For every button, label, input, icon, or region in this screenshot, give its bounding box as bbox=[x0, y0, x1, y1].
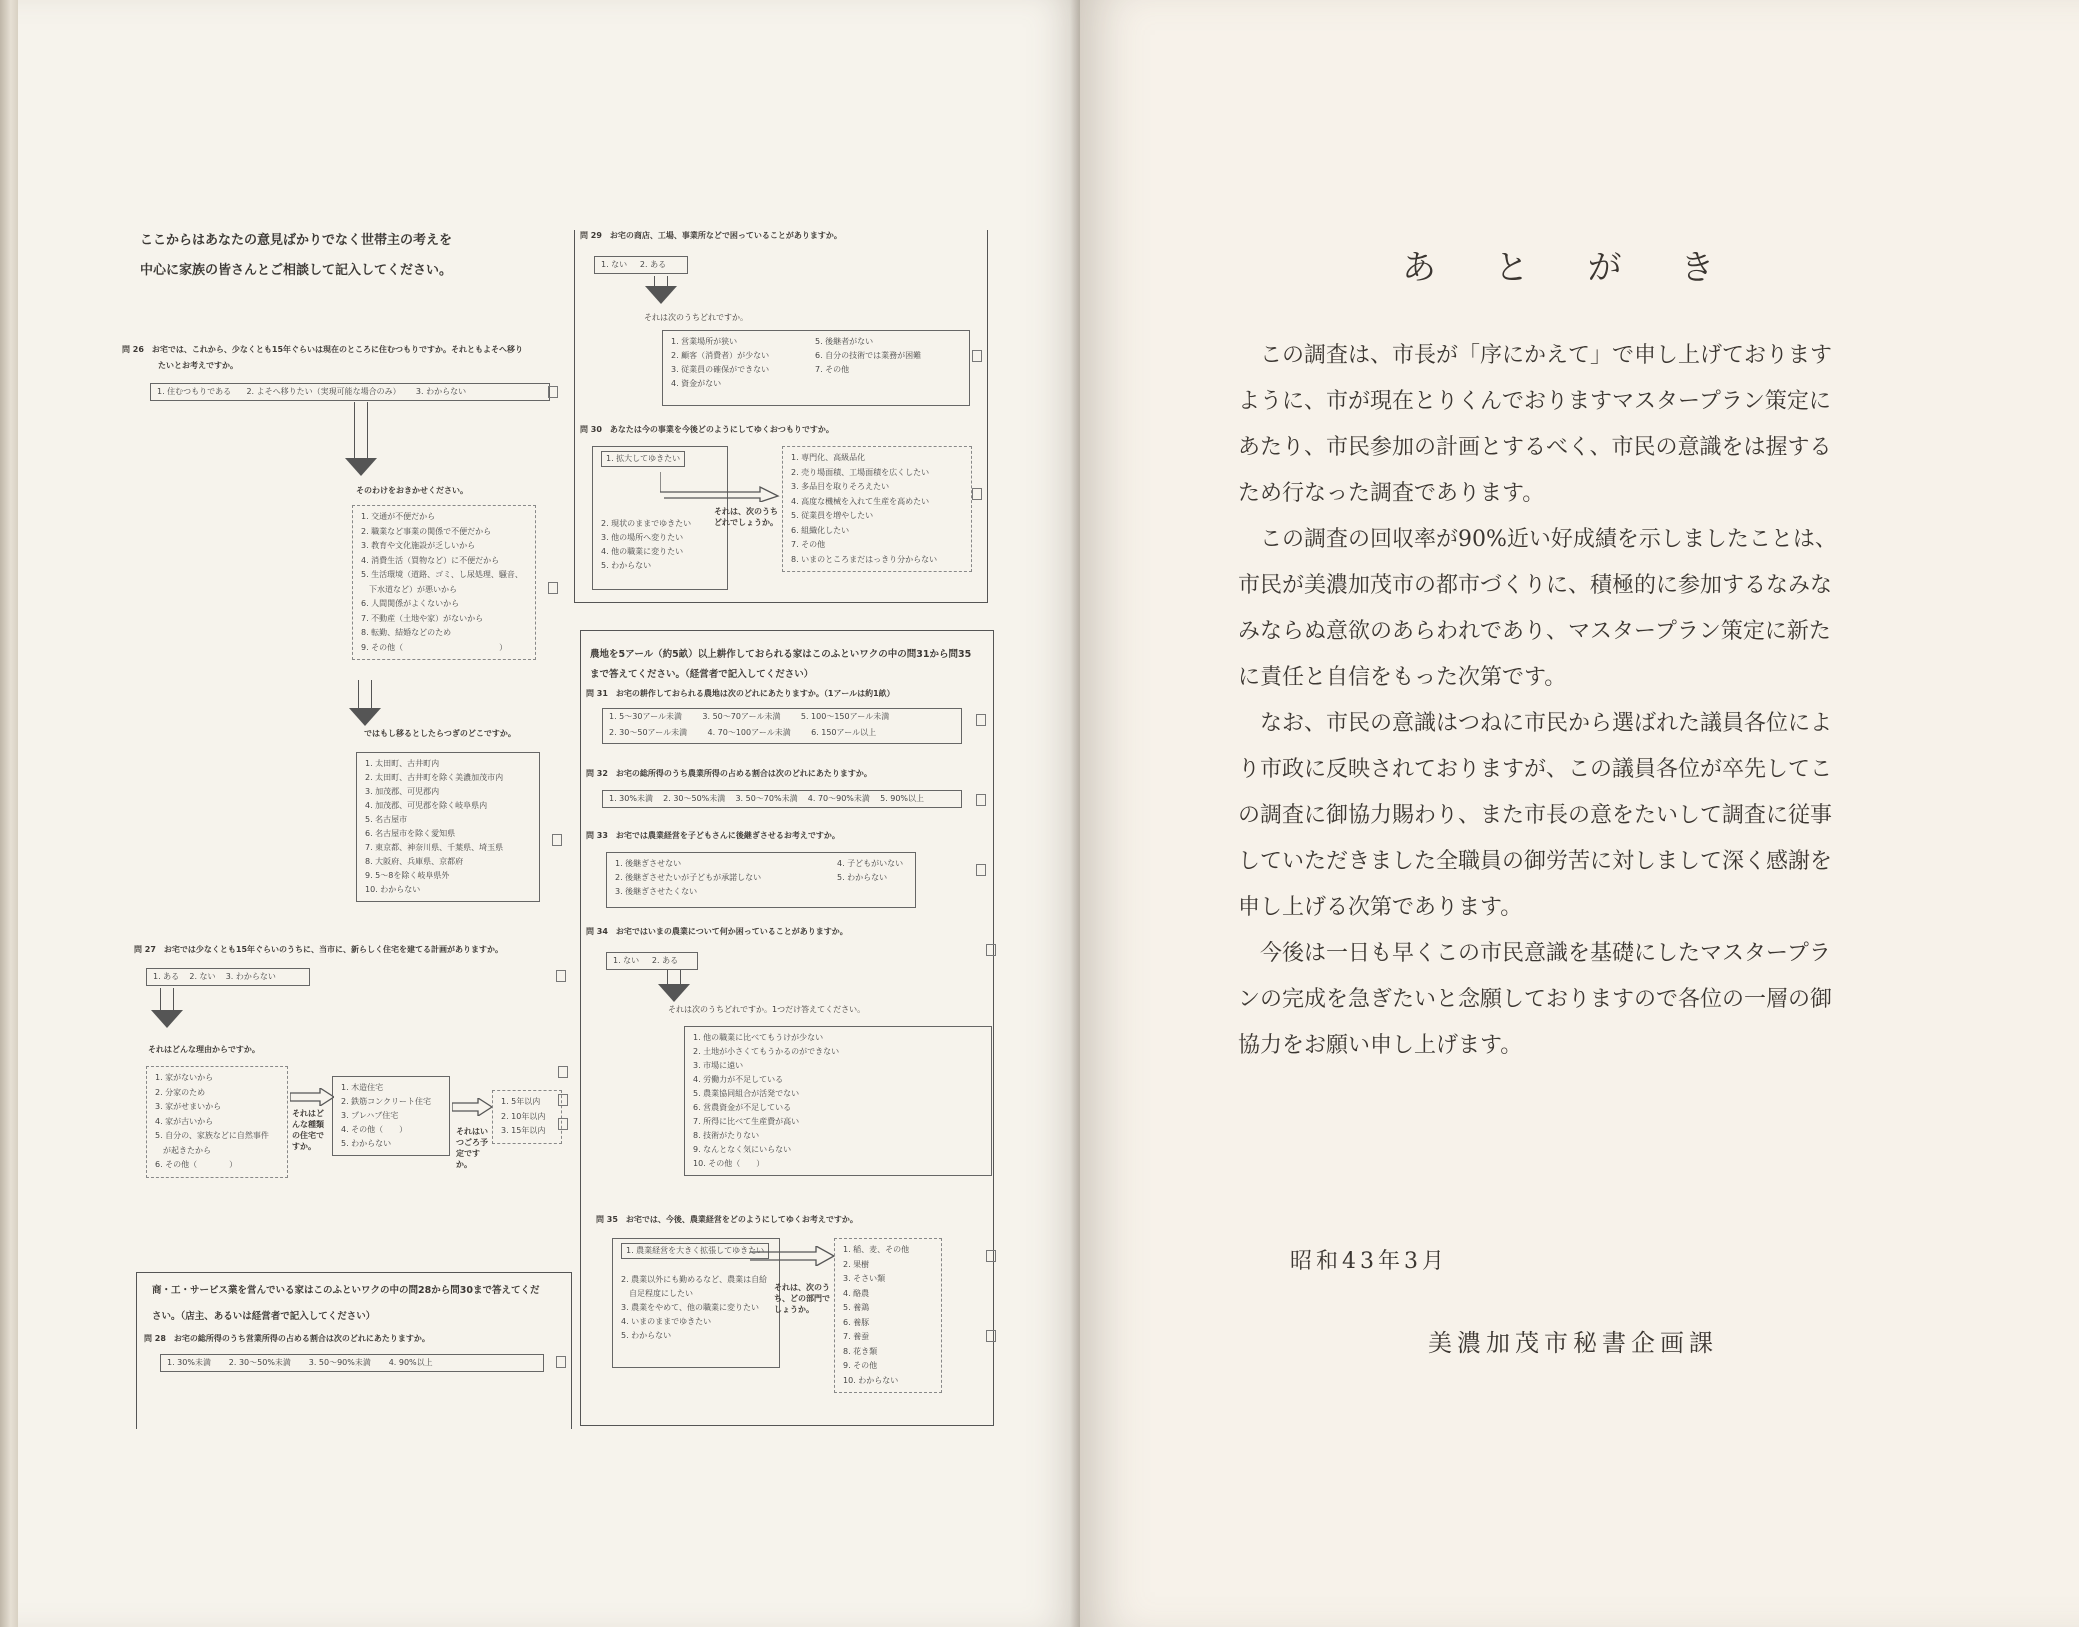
q26-dests bbox=[356, 752, 540, 902]
paragraph: なお、市民の意識はつねに市民から選ばれた議員各位により市政に反映されておりますが、この議員各位が卒先してこの調査に御協力賜わり、また市長の意をたいして調査に従事していただきました全職員の御労苦に対しまして深く感謝を申し上げる次第であります。 bbox=[1238, 711, 1833, 920]
list-item[interactable]: 3. 15年以内 bbox=[501, 1126, 546, 1135]
q27-note-2: それはいつごろ予定ですか。 bbox=[456, 1127, 488, 1169]
arrow-right-icon bbox=[660, 472, 780, 486]
commerce-title-2: さい。（店主、あるいは経営者で記入してください） bbox=[152, 1311, 376, 1322]
list-item: 下水道など）が悪いから bbox=[361, 584, 457, 594]
q32-opt-2[interactable]: 2. 30〜50%未満 bbox=[663, 794, 726, 803]
answer-box[interactable] bbox=[548, 386, 558, 398]
list-item[interactable]: 5. わからない bbox=[837, 873, 888, 882]
answer-box[interactable] bbox=[986, 944, 996, 956]
q26-title-2: たいとお考えですか。 bbox=[158, 361, 238, 370]
q31-opt-4[interactable]: 4. 70〜100アール未満 bbox=[707, 728, 791, 737]
list-item[interactable]: 6. 組織化したい bbox=[791, 525, 850, 535]
answer-box[interactable] bbox=[556, 970, 566, 982]
list-item[interactable]: 5. 養鶏 bbox=[843, 1303, 870, 1312]
list-item[interactable]: 4. 酪農 bbox=[843, 1288, 870, 1298]
answer-box[interactable] bbox=[558, 1118, 568, 1130]
date: 昭和43年3月 bbox=[1290, 1249, 1448, 1274]
q27-options bbox=[146, 968, 310, 986]
list-item[interactable]: 4. 子どもがいない bbox=[837, 859, 904, 868]
list-item: 自足程度にしたい bbox=[621, 1289, 693, 1298]
list-item[interactable]: 2. 土地が小さくてもうかるのができない bbox=[693, 1047, 840, 1056]
list-item[interactable]: 1. 交通が不便だから bbox=[361, 512, 436, 521]
list-item[interactable]: 1. 他の職業に比べてもうけが少ない bbox=[693, 1033, 824, 1042]
list-item[interactable]: 4. 消費生活（買物など）に不便だから bbox=[361, 555, 500, 565]
list-item[interactable]: 1. 営業場所が狭い bbox=[671, 337, 738, 346]
list-item[interactable]: 2. 分家のため bbox=[155, 1087, 206, 1097]
answer-box[interactable] bbox=[972, 488, 982, 500]
q35-opt-1[interactable]: 1. 農業経営を大きく拡張してゆきたい bbox=[621, 1243, 769, 1259]
list-item[interactable]: 5. 農業協同組合が活発でない bbox=[693, 1089, 800, 1098]
q29-options bbox=[594, 256, 688, 274]
list-item: が起きたから bbox=[155, 1145, 211, 1155]
list-item[interactable]: 2. 農業以外にも勤めるなど、農業は自給 bbox=[621, 1275, 768, 1284]
arrow-right-icon bbox=[750, 1246, 836, 1260]
paragraph: この調査の回収率が90%近い好成績を示しましたことは、市民が美濃加茂市の都市づくりに、積極的に参加するなみなみならぬ意欲のあらわれであり、マスタープラン策定に新たに責任と自信をもった次第です。 bbox=[1238, 527, 1837, 690]
q27-types bbox=[332, 1076, 450, 1156]
q27-opt-3[interactable]: 3. わからない bbox=[225, 972, 276, 981]
q29-title: 問 29 お宅の商店、工場、事業所などで困っていることがありますか。 bbox=[580, 231, 842, 240]
farm-title-1: 農地を5アール（約5畝）以上耕作しておられる家はこのふといワクの中の問31から問35 bbox=[590, 649, 972, 660]
list-item[interactable]: 2. 現状のままでゆきたい bbox=[601, 519, 692, 528]
list-item[interactable]: 6. その他（ ） bbox=[155, 1160, 238, 1169]
list-item[interactable]: 4. いまのままでゆきたい bbox=[621, 1317, 712, 1326]
list-item[interactable]: 6. 営農資金が不足している bbox=[693, 1103, 792, 1112]
q26-opt-2[interactable]: 2. よそへ移りたい（実現可能な場合のみ） bbox=[246, 387, 401, 396]
list-item[interactable]: 2. 後継ぎさせたいが子どもが承諾しない bbox=[615, 873, 762, 882]
arrow-right-icon bbox=[452, 1098, 492, 1112]
list-item[interactable]: 2. 果樹 bbox=[843, 1259, 870, 1269]
list-item[interactable]: 4. 労働力が不足している bbox=[693, 1075, 784, 1084]
q35-title: 問 35 お宅では、今後、農業経営をどのようにしてゆくお考えですか。 bbox=[596, 1215, 858, 1224]
farm-title-2: まで答えてください。（経営者で記入してください） bbox=[590, 669, 814, 680]
arrow-down-icon bbox=[652, 276, 670, 304]
list-item[interactable]: 2. 太田町、古井町を除く美濃加茂市内 bbox=[365, 773, 504, 782]
list-item[interactable]: 1. 木造住宅 bbox=[341, 1083, 384, 1092]
q30-note: それは、次のうちどれでしょうか。 bbox=[714, 507, 778, 527]
q29-items bbox=[662, 330, 970, 406]
q26-reason-title: そのわけをおきかせください。 bbox=[356, 486, 468, 495]
list-item[interactable]: 1. 後継ぎさせない bbox=[615, 859, 682, 868]
list-item[interactable]: 3. そさい類 bbox=[843, 1274, 886, 1283]
q28-opt-3[interactable]: 3. 50〜90%未満 bbox=[308, 1358, 371, 1367]
arrow-down-icon bbox=[665, 970, 683, 1002]
q26-opt-1[interactable]: 1. 住むつもりである bbox=[157, 387, 232, 396]
q28-title: 問 28 お宅の総所得のうち営業所得の占める割合は次のどれにあたりますか。 bbox=[144, 1334, 430, 1343]
list-item[interactable]: 3. 家がせまいから bbox=[155, 1102, 222, 1111]
list-item[interactable]: 3. 後継ぎさせたくない bbox=[615, 887, 698, 896]
list-item[interactable]: 4. 高度な機械を入れて生産を高めたい bbox=[791, 496, 930, 506]
q31-opt-3[interactable]: 3. 50〜70アール未満 bbox=[702, 712, 781, 721]
q29-opt-1[interactable]: 1. ない bbox=[601, 260, 628, 269]
q34-opt-1[interactable]: 1. ない bbox=[613, 956, 640, 965]
lead-line-2: 中心に家族の皆さんとご相談して記入してください。 bbox=[140, 263, 453, 278]
list-item[interactable]: 9. 5〜8を除く岐阜県外 bbox=[365, 871, 450, 880]
list-item[interactable]: 6. 名古屋市を除く愛知県 bbox=[365, 829, 456, 838]
commerce-title-1: 商・工・サービス業を営んでいる家はこのふといワクの中の問28から問30まで答えてくだ bbox=[152, 1285, 540, 1296]
list-item[interactable]: 2. 売り場面積、工場面積を広くしたい bbox=[791, 467, 930, 477]
q31-title: 問 31 お宅の耕作しておられる農地は次のどれにあたりますか。（1アールは約1畝） bbox=[586, 689, 895, 698]
q30-options bbox=[592, 446, 728, 590]
list-item[interactable]: 5. 名古屋市 bbox=[365, 815, 408, 824]
paragraph: 今後は一日も早くこの市民意識を基礎にしたマスタープランの完成を急ぎたいと念願しておりますので各位の一層の御協力をお願い申し上げます。 bbox=[1238, 941, 1833, 1058]
list-item[interactable]: 2. 鉄筋コンクリート住宅 bbox=[341, 1097, 432, 1106]
q29-sub: それは次のうちどれですか。 bbox=[644, 313, 748, 322]
q28-opt-2[interactable]: 2. 30〜50%未満 bbox=[228, 1358, 291, 1367]
answer-box[interactable] bbox=[976, 794, 986, 806]
q35-note: それは、次のうち、どの部門でしょうか。 bbox=[774, 1283, 830, 1314]
lead-text bbox=[140, 226, 452, 286]
list-item[interactable]: 6. 自分の技術では業務が困難 bbox=[815, 351, 922, 360]
q32-title: 問 32 お宅の総所得のうち農業所得の占める割合は次のどれにあたりますか。 bbox=[586, 769, 872, 778]
q27-timing bbox=[492, 1090, 562, 1144]
lead-line-1: ここからはあなたの意見ばかりでなく世帯主の考えを bbox=[140, 233, 453, 248]
q30-opt-1[interactable]: 1. 拡大してゆきたい bbox=[601, 451, 685, 467]
arrow-down-icon bbox=[352, 402, 370, 476]
list-item[interactable]: 9. その他（ ） bbox=[361, 642, 508, 652]
q33-title: 問 33 お宅では農業経営を子どもさんに後継ぎさせるお考えですか。 bbox=[586, 831, 840, 840]
list-item[interactable]: 10. わからない bbox=[365, 885, 421, 894]
q26-dest-title: ではもし移るとしたらつぎのどこですか。 bbox=[364, 729, 516, 738]
list-item[interactable]: 3. 多品目を取りそろえたい bbox=[791, 482, 890, 491]
q28-opt-1[interactable]: 1. 30%未満 bbox=[167, 1358, 211, 1367]
q34-options bbox=[606, 952, 698, 970]
signature: 美濃加茂市秘書企画課 bbox=[1428, 1329, 1718, 1357]
list-item[interactable]: 1. 5年以内 bbox=[501, 1097, 541, 1106]
answer-box[interactable] bbox=[976, 714, 986, 726]
list-item[interactable]: 9. その他 bbox=[843, 1361, 878, 1370]
q32-opt-3[interactable]: 3. 50〜70%未満 bbox=[735, 794, 798, 803]
list-item[interactable]: 4. 資金がない bbox=[671, 379, 722, 388]
list-item[interactable]: 4. 加茂郡、可児郡を除く岐阜県内 bbox=[365, 801, 488, 810]
list-item[interactable]: 7. 不動産（土地や家）がないから bbox=[361, 613, 484, 623]
q31-opt-1[interactable]: 1. 5〜30アール未満 bbox=[609, 712, 683, 721]
q32-options bbox=[602, 790, 962, 808]
list-item[interactable]: 3. 市場に遠い bbox=[693, 1061, 744, 1070]
q31-opt-5[interactable]: 5. 100〜150アール未満 bbox=[800, 712, 890, 721]
list-item[interactable]: 8. 転勤、結婚などのため bbox=[361, 628, 452, 637]
list-item[interactable]: 7. 東京都、神奈川県、千葉県、埼玉県 bbox=[365, 843, 504, 852]
q26-options bbox=[150, 383, 550, 401]
q32-opt-5[interactable]: 5. 90%以上 bbox=[880, 794, 925, 803]
list-item[interactable]: 5. わからない bbox=[341, 1139, 392, 1148]
q32-opt-4[interactable]: 4. 70〜90%未満 bbox=[807, 794, 870, 803]
q28-opt-4[interactable]: 4. 90%以上 bbox=[388, 1358, 433, 1367]
q30-title: 問 30 あなたは今の事業を今後どのようにしてゆくおつもりですか。 bbox=[580, 425, 834, 434]
list-item[interactable]: 7. 所得に比べて生産費が高い bbox=[693, 1117, 800, 1126]
q31-options bbox=[602, 708, 962, 744]
paragraph: この調査は、市長が「序にかえて」で申し上げておりますように、市が現在とりくんでおりますマスタープラン策定にあたり、市民参加の計画とするべく、市民の意識をは握するため行なった調査であります。 bbox=[1238, 343, 1833, 506]
answer-box[interactable] bbox=[552, 834, 562, 846]
list-item[interactable]: 5. 生活環境（道路、ゴミ、し尿処理、騒音、 bbox=[361, 570, 523, 579]
q34-opt-2[interactable]: 2. ある bbox=[651, 956, 679, 965]
q34-items bbox=[684, 1026, 992, 1176]
list-item[interactable]: 5. わからない bbox=[601, 561, 652, 570]
arrow-down-icon bbox=[158, 988, 176, 1028]
list-item[interactable]: 5. 従業員を増やしたい bbox=[791, 511, 874, 520]
q28-options bbox=[160, 1354, 544, 1372]
list-item[interactable]: 7. その他 bbox=[815, 365, 850, 374]
answer-box[interactable] bbox=[558, 1066, 568, 1078]
q27-reason-title: それはどんな理由からですか。 bbox=[148, 1045, 260, 1054]
list-item[interactable]: 2. 顧客（消費者）が少ない bbox=[671, 351, 770, 360]
q34-title: 問 34 お宅ではいまの農業について何か困っていることがありますか。 bbox=[586, 927, 848, 936]
afterword-body bbox=[1238, 333, 1838, 1069]
afterword-title: あ と が き bbox=[1402, 248, 1739, 288]
answer-box[interactable] bbox=[976, 864, 986, 876]
list-item[interactable]: 9. なんとなく気にいらない bbox=[693, 1145, 792, 1154]
list-item[interactable]: 2. 職業など事業の関係で不便だから bbox=[361, 526, 492, 536]
list-item[interactable]: 5. 自分の、家族などに自然事件 bbox=[155, 1131, 269, 1140]
answer-box[interactable] bbox=[558, 1094, 568, 1106]
list-item[interactable]: 4. 家が古いから bbox=[155, 1116, 214, 1126]
list-item[interactable]: 1. 専門化、高級品化 bbox=[791, 453, 866, 462]
q32-opt-1[interactable]: 1. 30%未満 bbox=[609, 794, 653, 803]
list-item[interactable]: 8. 花き類 bbox=[843, 1346, 878, 1356]
q29-opt-2[interactable]: 2. ある bbox=[639, 260, 667, 269]
answer-box[interactable] bbox=[986, 1250, 996, 1262]
list-item[interactable]: 1. 家がないから bbox=[155, 1073, 214, 1082]
q26-opt-3[interactable]: 3. わからない bbox=[415, 387, 467, 396]
list-item[interactable]: 3. 加茂郡、可児郡内 bbox=[365, 787, 440, 796]
answer-box[interactable] bbox=[548, 582, 558, 594]
list-item[interactable]: 3. 農業をやめて、他の職業に変りたい bbox=[621, 1303, 760, 1312]
page-edge bbox=[0, 0, 18, 1627]
list-item[interactable]: 1. 稲、麦、その他 bbox=[843, 1245, 910, 1254]
arrow-right-icon bbox=[290, 1088, 334, 1102]
q35-items bbox=[834, 1238, 942, 1393]
list-item[interactable]: 3. 教育や文化施設が乏しいから bbox=[361, 541, 476, 550]
q30-items bbox=[782, 446, 972, 572]
list-item[interactable]: 1. 太田町、古井町内 bbox=[365, 759, 440, 768]
arrow-down-icon bbox=[356, 680, 374, 726]
list-item[interactable]: 4. 他の職業に変りたい bbox=[601, 547, 684, 556]
list-item[interactable]: 4. その他（ ） bbox=[341, 1125, 408, 1134]
list-item[interactable]: 10. わからない bbox=[843, 1375, 899, 1385]
list-item[interactable]: 8. 大阪府、兵庫県、京都府 bbox=[365, 857, 464, 866]
list-item[interactable]: 6. 養豚 bbox=[843, 1317, 870, 1327]
list-item[interactable]: 8. 技術がたりない bbox=[693, 1131, 760, 1140]
list-item[interactable]: 7. 養蚕 bbox=[843, 1332, 870, 1341]
list-item[interactable]: 10. その他（ ） bbox=[693, 1159, 765, 1168]
q31-opt-6[interactable]: 6. 150アール以上 bbox=[811, 728, 877, 737]
list-item[interactable]: 5. わからない bbox=[621, 1331, 672, 1340]
list-item[interactable]: 6. 人間関係がよくないから bbox=[361, 599, 460, 608]
q26-reasons bbox=[352, 505, 536, 660]
list-item[interactable]: 7. その他 bbox=[791, 540, 826, 549]
answer-box[interactable] bbox=[556, 1356, 566, 1368]
q27-title: 問 27 お宅では少なくとも15年ぐらいのうちに、当市に、新らしく住宅を建てる計画がありますか。 bbox=[134, 945, 504, 954]
list-item[interactable]: 2. 10年以内 bbox=[501, 1111, 546, 1121]
q33-options bbox=[606, 852, 916, 908]
list-item[interactable]: 3. プレハブ住宅 bbox=[341, 1111, 399, 1120]
list-item[interactable]: 3. 他の場所へ変りたい bbox=[601, 533, 684, 542]
q26-title-1: 問 26 お宅では、これから、少なくとも15年ぐらいは現在のところに住むつもりですか。それともよそへ移り bbox=[122, 345, 524, 354]
answer-box[interactable] bbox=[986, 1330, 996, 1342]
list-item[interactable]: 3. 従業員の確保ができない bbox=[671, 365, 770, 374]
q31-opt-2[interactable]: 2. 30〜50アール未満 bbox=[609, 728, 688, 737]
q27-note-1: それはどんな種類の住宅ですか。 bbox=[292, 1109, 324, 1151]
q27-reasons bbox=[146, 1066, 288, 1178]
list-item[interactable]: 5. 後継者がない bbox=[815, 337, 874, 346]
answer-box[interactable] bbox=[972, 350, 982, 362]
list-item[interactable]: 8. いまのところまだはっきり分からない bbox=[791, 554, 938, 564]
q27-opt-1[interactable]: 1. ある bbox=[153, 972, 180, 981]
q27-opt-2[interactable]: 2. ない bbox=[189, 972, 216, 981]
q34-sub: それは次のうちどれですか。1つだけ答えてください。 bbox=[668, 1005, 866, 1014]
